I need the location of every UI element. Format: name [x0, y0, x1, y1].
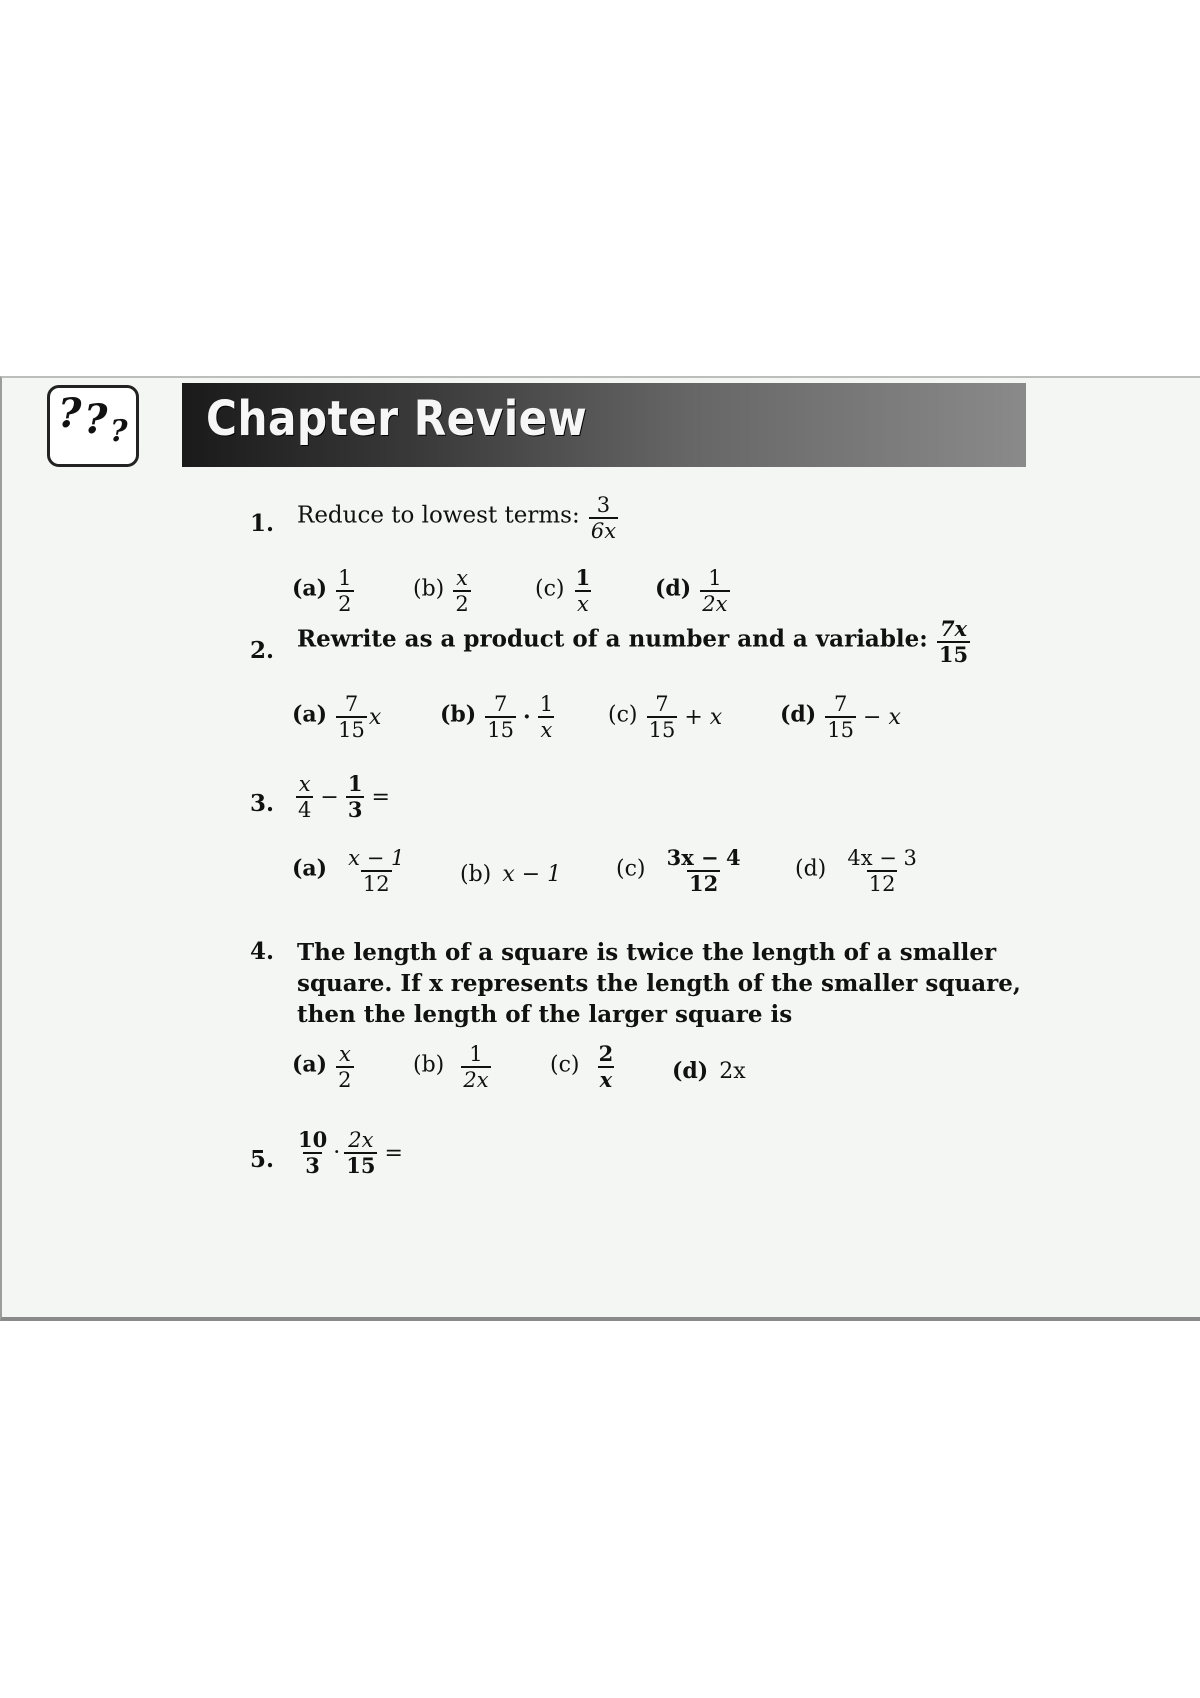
- question-1-text: Reduce to lowest terms:: [297, 502, 580, 529]
- option-label: (c): [616, 856, 646, 882]
- numerator: 2: [598, 1041, 614, 1066]
- question-2-text: Rewrite as a product of a number and a variable:: [297, 625, 928, 653]
- fraction-2: [346, 772, 365, 822]
- denominator: 15: [346, 1153, 376, 1179]
- q2-option-a[interactable]: [292, 692, 384, 742]
- option-label: (c): [608, 702, 638, 728]
- fraction-1: [296, 772, 313, 822]
- numerator: 1: [708, 566, 722, 590]
- q1-option-d[interactable]: [655, 566, 734, 616]
- option-fraction: [461, 1042, 490, 1092]
- equals-sign: =: [384, 1140, 403, 1166]
- numerator: 7: [344, 692, 359, 716]
- q3-option-a[interactable]: [292, 846, 410, 896]
- numerator: 7: [493, 692, 508, 716]
- q3-option-b[interactable]: [460, 862, 561, 887]
- option-fraction: [825, 692, 856, 742]
- denominator: 12: [362, 872, 390, 897]
- numerator: x: [338, 1042, 351, 1066]
- q4-option-a[interactable]: [292, 1042, 358, 1092]
- denominator: 6x: [590, 519, 617, 544]
- option-text: x − 1: [502, 862, 562, 887]
- multiply-operator: ·: [523, 704, 531, 731]
- option-fraction: [665, 846, 743, 896]
- denominator: 15: [938, 642, 969, 668]
- denominator: 3: [347, 797, 363, 823]
- option-suffix: + x: [684, 704, 723, 730]
- q4-option-b[interactable]: [413, 1042, 495, 1092]
- option-label: (c): [550, 1052, 580, 1078]
- multiply-operator: ·: [333, 1140, 341, 1166]
- option-fraction: [336, 1042, 353, 1092]
- question-3-expression: [292, 772, 393, 822]
- numerator: x: [298, 772, 311, 796]
- question-2-stem: [297, 617, 974, 667]
- denominator: 3: [305, 1153, 320, 1179]
- fraction-1: [296, 1128, 329, 1178]
- question-4-number: 4.: [250, 938, 275, 965]
- option-suffix: − x: [863, 704, 901, 730]
- question-5-number: 5.: [250, 1146, 275, 1173]
- numerator: 1: [575, 565, 591, 590]
- chapter-banner: [182, 383, 1026, 467]
- option-label: (b): [440, 701, 477, 728]
- option-label: (a): [292, 575, 328, 602]
- question-mark-glyph: ?: [84, 396, 108, 443]
- fraction-2: [344, 1128, 377, 1178]
- denominator: 4: [298, 798, 312, 823]
- numerator: 7: [655, 692, 669, 716]
- option-label: (d): [780, 701, 817, 728]
- numerator: 3x − 4: [666, 845, 741, 870]
- numerator: 1: [338, 566, 352, 590]
- q2-option-d[interactable]: [780, 692, 904, 742]
- denominator: 12: [868, 872, 896, 897]
- denominator: 2: [455, 592, 469, 617]
- option-fraction: [597, 1042, 616, 1092]
- numerator: 7x: [939, 616, 968, 641]
- numerator: 1: [347, 771, 363, 796]
- numerator: x − 1: [348, 846, 405, 870]
- option-label: (b): [460, 862, 492, 887]
- equals-sign: =: [371, 784, 390, 810]
- question-marks-icon: [47, 385, 139, 467]
- numerator: x: [456, 566, 468, 590]
- numerator: 4x − 3: [847, 846, 917, 870]
- denominator: 2x: [702, 592, 728, 617]
- question-1-expression: [589, 493, 618, 543]
- option-label: (c): [535, 576, 565, 602]
- denominator: 15: [487, 718, 515, 743]
- denominator: 15: [827, 718, 855, 743]
- q2-option-c[interactable]: [608, 692, 725, 742]
- option-label: (d): [795, 856, 827, 882]
- denominator: 15: [338, 718, 365, 743]
- question-2-number: 2.: [250, 637, 275, 664]
- option-label: (d): [655, 575, 692, 602]
- option-fraction: [453, 566, 470, 616]
- q4-option-c[interactable]: [550, 1042, 619, 1092]
- page-title: Chapter Review: [206, 391, 588, 447]
- numerator: 7: [833, 692, 848, 716]
- option-fraction: [336, 566, 353, 616]
- option-text: 2x: [719, 1059, 746, 1084]
- q1-option-c[interactable]: [535, 566, 596, 616]
- question-mark-glyph: ?: [58, 390, 82, 437]
- denominator: x: [576, 592, 589, 617]
- numerator: 1: [469, 1042, 483, 1066]
- denominator: x: [599, 1067, 613, 1093]
- denominator: 2: [338, 592, 352, 617]
- numerator: 10: [298, 1127, 328, 1152]
- minus-operator: −: [320, 784, 339, 810]
- option-fraction: [574, 566, 593, 616]
- option-fraction: [485, 692, 516, 742]
- option-fraction: [336, 692, 367, 742]
- option-fraction: [845, 846, 919, 896]
- numerator: 3: [596, 493, 611, 517]
- q3-option-d[interactable]: [795, 846, 923, 896]
- option-fraction-2: [538, 692, 555, 742]
- denominator: 2x: [463, 1068, 489, 1093]
- option-label: (a): [292, 1051, 328, 1078]
- q3-option-c[interactable]: [616, 846, 747, 896]
- q4-option-d[interactable]: [672, 1058, 746, 1084]
- q2-option-b[interactable]: [440, 692, 559, 742]
- denominator: 15: [648, 718, 676, 743]
- option-fraction: [700, 566, 729, 616]
- question-2-expression: [937, 617, 970, 667]
- question-5-expression: [292, 1128, 406, 1178]
- option-label: (b): [413, 1052, 445, 1078]
- denominator: 12: [688, 871, 719, 897]
- question-mark-glyph: ?: [110, 414, 128, 449]
- denominator: x: [540, 718, 553, 743]
- numerator: 1: [539, 692, 554, 716]
- option-fraction: [647, 692, 678, 742]
- option-fraction: [346, 846, 406, 896]
- numerator: 2x: [348, 1128, 374, 1152]
- option-label: (a): [292, 701, 328, 728]
- question-3-number: 3.: [250, 790, 275, 817]
- option-suffix: x: [368, 704, 382, 730]
- denominator: 2: [338, 1068, 352, 1093]
- question-4-text: The length of a square is twice the length of a smaller square. If x represents the length of the smaller square, then the length of the larger square is: [297, 939, 1021, 1028]
- option-label: (a): [292, 855, 328, 882]
- q1-option-a[interactable]: [292, 566, 358, 616]
- option-label: (b): [413, 576, 445, 602]
- question-1-stem: [297, 493, 622, 543]
- question-1-number: 1.: [250, 510, 275, 537]
- option-label: (d): [672, 1058, 709, 1084]
- q1-option-b[interactable]: [413, 566, 475, 616]
